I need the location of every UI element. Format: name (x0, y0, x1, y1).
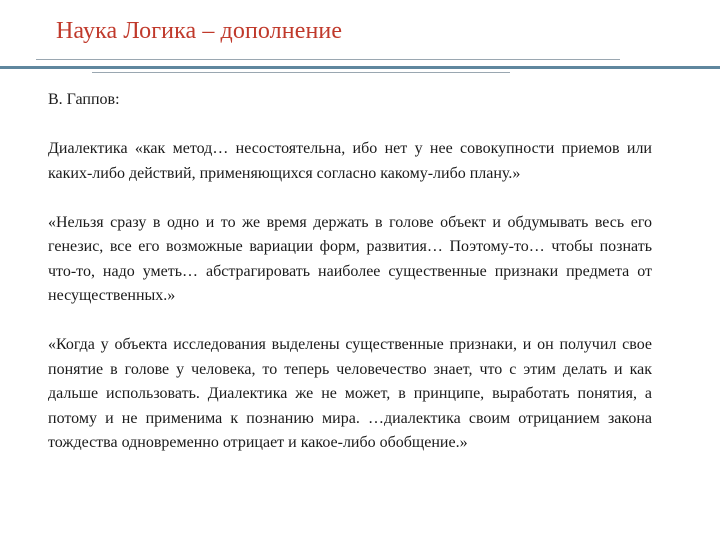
paragraph-abstraction: «Нельзя сразу в одно и то же время держать в голове объект и обдумывать весь его генезис, все его возможные вариации форм, развития… Поэтому-то… чтобы познать что-то, надо уметь… абстрагировать наиболее существенные признаки предмета от несущественных.» (48, 213, 652, 304)
paragraph-method: Диалектика «как метод… несостоятельна, ибо нет у нее совокупности приемов или каких-либо действий, применяющихся согласно какому-либо плану.» (48, 140, 652, 182)
slide-body (48, 88, 652, 456)
author-line: В. Гаппов: (48, 91, 120, 108)
divider-line-bottom (92, 72, 510, 73)
paragraph-concept: «Когда у объекта исследования выделены существенные признаки, и он получил свое понятие в голове у человека, то теперь человечество знает, что с этим делать и как дальше использовать. Диалектика же не может, в принципе, выработать понятия, а потому и не применима к познанию мира. …диалектика своим отрицанием закона тождества одновременно отрицает и какое-либо обобщение.» (48, 336, 652, 451)
slide-title: Наука Логика – дополнение (56, 18, 343, 44)
divider-line-accent (0, 66, 720, 69)
divider-line-top (36, 59, 620, 60)
